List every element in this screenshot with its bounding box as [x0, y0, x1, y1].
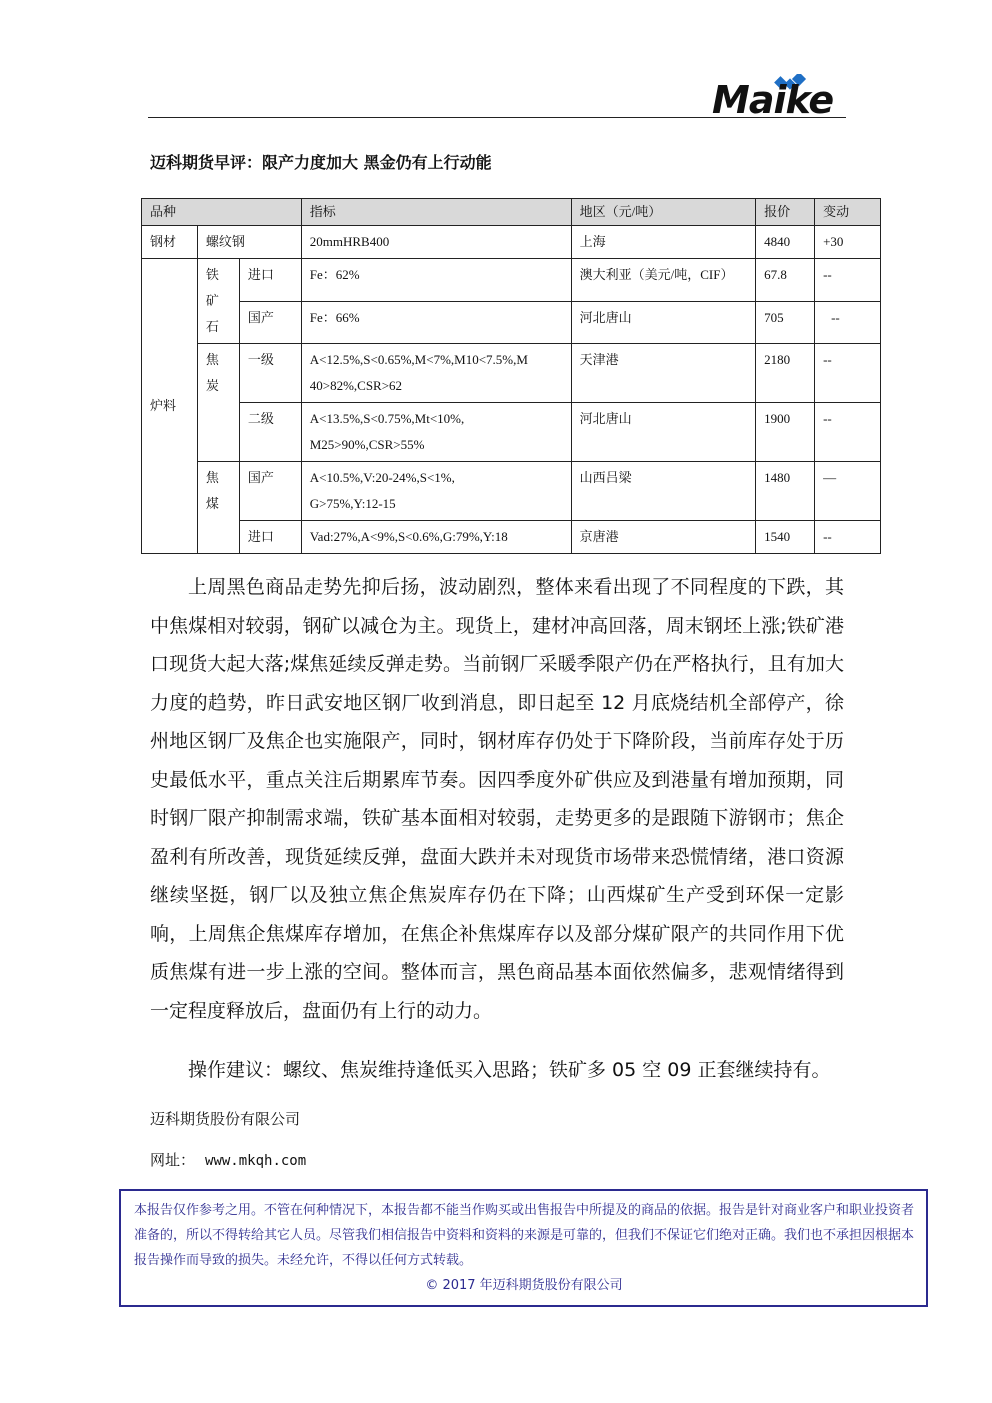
- label-char: 焦: [205, 352, 219, 367]
- table-row: [142, 403, 881, 462]
- price-table: [141, 198, 881, 554]
- cell-indicator: [301, 403, 571, 462]
- website-line: [150, 1149, 306, 1170]
- cell-region: 京唐港: [571, 521, 756, 554]
- report-title: 迈科期货早评：限产力度加大 黑金仍有上行动能: [150, 153, 492, 172]
- table-row: [142, 226, 881, 259]
- disclaimer-box: [119, 1189, 928, 1307]
- label-char: 炭: [205, 378, 219, 393]
- cell-change: --: [815, 521, 881, 554]
- cell-price: 1540: [756, 521, 815, 554]
- cell-price: 2180: [756, 344, 815, 403]
- indicator-line: 40>82%,CSR>62: [309, 378, 403, 393]
- table-row: [142, 521, 881, 554]
- cell-indicator: Vad:27%,A<9%,S<0.6%,G:79%,Y:18: [301, 521, 571, 554]
- cell-change: --: [815, 344, 881, 403]
- cell-price: 705: [756, 301, 815, 344]
- header-variety: 品种: [142, 199, 302, 226]
- copyright-text: © 2017 年迈科期货股份有限公司: [425, 1278, 623, 1293]
- cell-price: 67.8: [756, 259, 815, 302]
- maike-logo: [712, 74, 848, 120]
- trading-advice: 操作建议：螺纹、焦炭维持逢低买入思路；铁矿多 05 空 09 正套继续持有。: [188, 1059, 831, 1081]
- indicator-line: A<13.5%,S<0.75%,Mt<10%,: [309, 411, 465, 426]
- cell-region: 山西吕梁: [571, 462, 756, 521]
- website-link[interactable]: www.mkqh.com: [205, 1153, 307, 1169]
- cell-region: 河北唐山: [571, 403, 756, 462]
- cell-region: 上海: [571, 226, 756, 259]
- cell-change: --: [815, 259, 881, 302]
- logo-text: Maike: [712, 78, 834, 122]
- table-row: [142, 259, 881, 302]
- indicator-line: A<12.5%,S<0.65%,M<7%,M10<7.5%,M: [309, 352, 528, 367]
- label-char: 铁: [205, 267, 219, 282]
- cell-region: 天津港: [571, 344, 756, 403]
- cell-iron-ore-label: [197, 259, 239, 344]
- header-price: 报价: [756, 199, 815, 226]
- table-header-row: [142, 199, 881, 226]
- header-change: 变动: [815, 199, 881, 226]
- cell-price: 4840: [756, 226, 815, 259]
- indicator-line: A<10.5%,V:20-24%,S<1%,: [309, 470, 455, 485]
- header-indicator: 指标: [301, 199, 571, 226]
- label-char: 石: [205, 319, 219, 334]
- cell-price: 1900: [756, 403, 815, 462]
- label-char: 矿: [205, 293, 219, 308]
- table-row: [142, 301, 881, 344]
- label-char: 煤: [205, 496, 219, 511]
- cell-change: +30: [815, 226, 881, 259]
- table-row: [142, 462, 881, 521]
- disclaimer-text: 本报告仅作参考之用。不管在何种情况下，本报告都不能当作购买或出售报告中所提及的商品的依据。报告是针对商业客户和职业投资者准备的，所以不得转给其它人员。尽管我们相信报告中资料和资料的来源是可靠的，但我们不保证它们绝对正确。我们也不承担因根据本报告操作而导致的损失。未经允许，不得以任何方式转载。: [134, 1203, 915, 1268]
- cell-type: 国产: [239, 301, 301, 344]
- header-region: 地区（元/吨）: [571, 199, 756, 226]
- indicator-line: G>75%,Y:12-15: [309, 496, 396, 511]
- cell-sub: 螺纹钢: [197, 226, 301, 259]
- cell-indicator: Fe：62%: [301, 259, 571, 302]
- header-rule: [148, 117, 846, 118]
- cell-furnace-label: 炉料: [142, 259, 198, 554]
- cell-indicator: 20mmHRB400: [301, 226, 571, 259]
- cell-indicator: [301, 344, 571, 403]
- cell-change: --: [815, 403, 881, 462]
- cell-region: 澳大利亚（美元/吨，CIF）: [571, 259, 756, 302]
- cell-coking-coal-label: [197, 462, 239, 554]
- cell-indicator: Fe：66%: [301, 301, 571, 344]
- company-name: 迈科期货股份有限公司: [150, 1110, 301, 1128]
- cell-change: —: [815, 462, 881, 521]
- cell-type: 国产: [239, 462, 301, 521]
- body-paragraph: 上周黑色商品走势先抑后扬，波动剧烈，整体来看出现了不同程度的下跌，其中焦煤相对较弱，钢矿以减仓为主。现货上，建材冲高回落，周末钢坯上涨;铁矿港口现货大起大落;煤焦延续反弹走势。当前钢厂采暖季限产仍在严格执行，且有加大力度的趋势，昨日武安地区钢厂收到消息，即日起至 12 月底烧结机全部停产，徐州地区钢厂及焦企也实施限产，同时，钢材库存仍处于下降阶段，当前库存处于历史最低水平，重点关注后期累库节奏。因四季度外矿供应及到港量有增加预期，同时钢厂限产抑制需求端，铁矿基本面相对较弱，走势更多的是跟随下游钢市；焦企盈利有所改善，现货延续反弹，盘面大跌并未对现货市场带来恐慌情绪，港口资源继续坚挺，钢厂以及独立焦企焦炭库存仍在下降；山西煤矿生产受到环保一定影响，上周焦企焦煤库存增加，在焦企补焦煤库存以及部分煤矿限产的共同作用下优质焦煤有进一步上涨的空间。整体而言，黑色商品基本面依然偏多，悲观情绪得到一定程度释放后，盘面仍有上行的动力。: [150, 576, 844, 1022]
- cell-category: 钢材: [142, 226, 198, 259]
- cell-type: 进口: [239, 521, 301, 554]
- cell-coke-label: [197, 344, 239, 462]
- table-row: [142, 344, 881, 403]
- cell-price: 1480: [756, 462, 815, 521]
- cell-type: 二级: [239, 403, 301, 462]
- indicator-line: M25>90%,CSR>55%: [309, 437, 425, 452]
- cell-type: 进口: [239, 259, 301, 302]
- cell-indicator: [301, 462, 571, 521]
- cell-region: 河北唐山: [571, 301, 756, 344]
- cell-type: 一级: [239, 344, 301, 403]
- label-char: 焦: [205, 470, 219, 485]
- cell-change: --: [815, 301, 881, 344]
- website-label: 网址：: [150, 1151, 196, 1169]
